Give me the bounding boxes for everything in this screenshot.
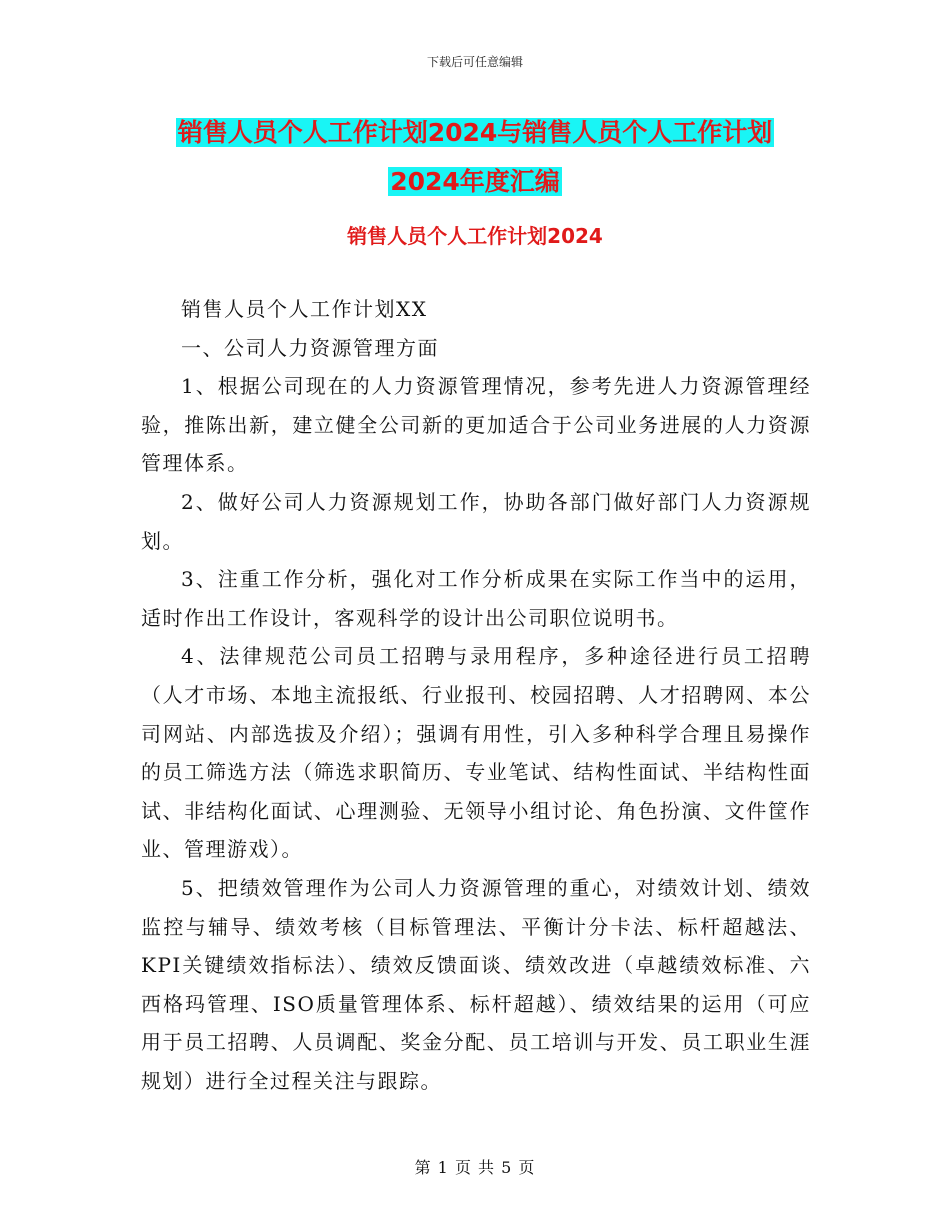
paragraph-hr-heading: 一、公司人力资源管理方面 (181, 335, 439, 360)
document-title (0, 108, 950, 206)
paragraph-item-3: 3、注重工作分析，强化对工作分析成果在实际工作当中的运用，适时作出工作设计，客观科学的设计出公司职位说明书。 (141, 567, 811, 630)
paragraph-item-4: 4、法律规范公司员工招聘与录用程序，多种途径进行员工招聘（人才市场、本地主流报纸、行业报刊、校园招聘、人才招聘网、本公司网站、内部选拔及介绍）；强调有用性，引入多种科学合理且易操作的员工筛选方法（筛选求职简历、专业笔试、结构性面试、半结构性面试、非结构化面试、心理测验、无领导小组讨论、角色扮演、文件筐作业、管理游戏）。 (141, 644, 811, 862)
page-header-note: 下载后可任意编辑 (426, 55, 523, 69)
paragraph-plan-heading: 销售人员个人工作计划XX (181, 297, 428, 321)
page-number-indicator: 第 1 页 共 5 页 (414, 1158, 536, 1177)
document-title-line-1: 销售人员个人工作计划2024与销售人员个人工作计划 (177, 118, 773, 147)
document-title-line-2: 2024年度汇编 (390, 167, 560, 196)
section-title: 销售人员个人工作计划2024 (347, 224, 603, 248)
document-body (141, 290, 811, 1100)
paragraph-item-1: 1、根据公司现在的人力资源管理情况，参考先进人力资源管理经验，推陈出新，建立健全公司新的更加适合于公司业务进展的人力资源管理体系。 (141, 374, 811, 476)
paragraph-item-2: 2、做好公司人力资源规划工作，协助各部门做好部门人力资源规划。 (141, 489, 811, 553)
paragraph-item-5: 5、把绩效管理作为公司人力资源管理的重心，对绩效计划、绩效监控与辅导、绩效考核（目标管理法、平衡计分卡法、标杆超越法、KPI关键绩效指标法）、绩效反馈面谈、绩效改进（卓越绩效标准、六西格玛管理、ISO质量管理体系、标杆超越）、绩效结果的运用（可应用于员工招聘、人员调配、奖金分配、员工培训与开发、员工职业生涯规划）进行全过程关注与跟踪。 (141, 875, 811, 1093)
